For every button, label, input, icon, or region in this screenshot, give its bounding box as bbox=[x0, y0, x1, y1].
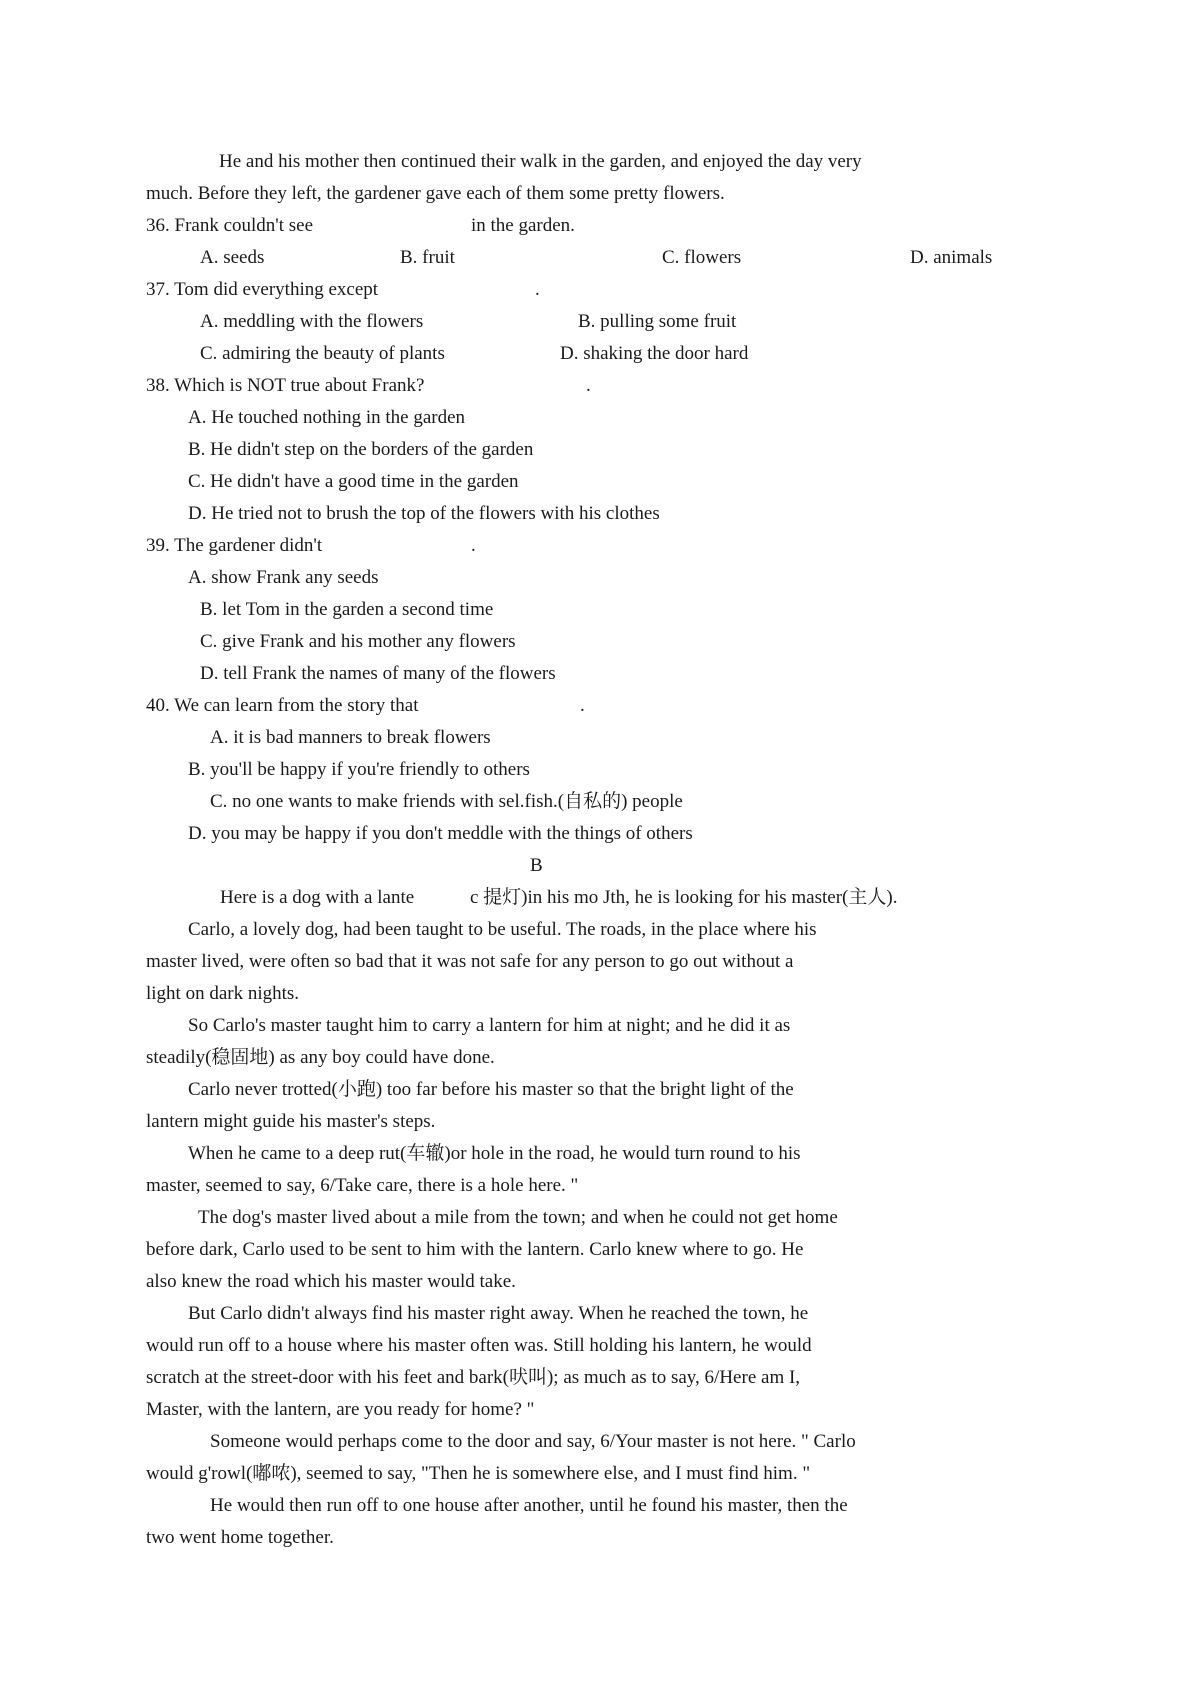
question-36-option-a: A. seeds bbox=[200, 247, 265, 268]
passage-line: Carlo never trotted(小跑) too far before his master so that the bright light of the bbox=[188, 1079, 794, 1100]
question-39-option-d: D. tell Frank the names of many of the flowers bbox=[200, 663, 556, 684]
passage-line: But Carlo didn't always find his master right away. When he reached the town, he bbox=[188, 1303, 809, 1324]
question-40-stem-end: . bbox=[580, 695, 585, 716]
question-39-stem-end: . bbox=[471, 535, 476, 556]
question-38-option-b: B. He didn't step on the borders of the garden bbox=[188, 439, 534, 460]
section-b-intro-start: Here is a dog with a lante bbox=[220, 887, 415, 908]
question-37-option-b: B. pulling some fruit bbox=[578, 311, 737, 332]
question-40-option-c: C. no one wants to make friends with sel.fish.(自私的) people bbox=[210, 791, 683, 812]
question-36-option-c: C. flowers bbox=[662, 247, 742, 268]
question-40-option-d: D. you may be happy if you don't meddle with the things of others bbox=[188, 823, 693, 844]
passage-line: steadily(稳固地) as any boy could have done. bbox=[146, 1047, 495, 1068]
passage-line: would g'rowl(嘟哝), seemed to say, "Then he is somewhere else, and I must find him. " bbox=[146, 1463, 811, 1484]
passage-line: Carlo, a lovely dog, had been taught to be useful. The roads, in the place where his bbox=[188, 919, 817, 940]
question-37-option-d: D. shaking the door hard bbox=[560, 343, 749, 364]
question-39-option-c: C. give Frank and his mother any flowers bbox=[200, 631, 516, 652]
passage-line: The dog's master lived about a mile from the town; and when he could not get home bbox=[198, 1207, 838, 1228]
passage-line: light on dark nights. bbox=[146, 983, 300, 1004]
passage-line: He and his mother then continued their walk in the garden, and enjoyed the day very bbox=[219, 151, 862, 172]
passage-line: master, seemed to say, 6/Take care, there is a hole here. " bbox=[146, 1175, 579, 1196]
section-b-intro-end: c 提灯)in his mo Jth, he is looking for his master(主人). bbox=[470, 887, 898, 908]
question-38-option-c: C. He didn't have a good time in the garden bbox=[188, 471, 519, 492]
question-38-stem-end: . bbox=[586, 375, 591, 396]
question-40-stem: 40. We can learn from the story that bbox=[146, 695, 419, 716]
question-36-option-d: D. animals bbox=[910, 247, 993, 268]
passage-line: Someone would perhaps come to the door and say, 6/Your master is not here. " Carlo bbox=[210, 1431, 856, 1452]
passage-line: lantern might guide his master's steps. bbox=[146, 1111, 436, 1132]
question-40-option-b: B. you'll be happy if you're friendly to others bbox=[188, 759, 530, 780]
passage-line: before dark, Carlo used to be sent to him with the lantern. Carlo knew where to go. He bbox=[146, 1239, 804, 1260]
question-38-option-a: A. He touched nothing in the garden bbox=[188, 407, 466, 428]
question-37-stem-end: . bbox=[535, 279, 540, 300]
question-36-stem: 36. Frank couldn't see bbox=[146, 215, 314, 236]
question-40-option-a: A. it is bad manners to break flowers bbox=[210, 727, 491, 748]
passage-line: much. Before they left, the gardener gave each of them some pretty flowers. bbox=[146, 183, 725, 204]
passage-line: would run off to a house where his master often was. Still holding his lantern, he would bbox=[146, 1335, 812, 1356]
passage-line: master lived, were often so bad that it was not safe for any person to go out without a bbox=[146, 951, 794, 972]
passage-line: also knew the road which his master would take. bbox=[146, 1271, 516, 1292]
question-38-stem: 38. Which is NOT true about Frank? bbox=[146, 375, 425, 396]
question-37-option-c: C. admiring the beauty of plants bbox=[200, 343, 445, 364]
question-36-stem-end: in the garden. bbox=[471, 215, 575, 236]
question-39-stem: 39. The gardener didn't bbox=[146, 535, 323, 556]
question-36-option-b: B. fruit bbox=[400, 247, 455, 268]
passage-line: When he came to a deep rut(车辙)or hole in the road, he would turn round to his bbox=[188, 1143, 801, 1164]
passage-line: scratch at the street-door with his feet and bark(吠叫); as much as to say, 6/Here am I, bbox=[146, 1367, 801, 1388]
question-39-option-b: B. let Tom in the garden a second time bbox=[200, 599, 494, 620]
question-37-option-a: A. meddling with the flowers bbox=[200, 311, 424, 332]
question-39-option-a: A. show Frank any seeds bbox=[188, 567, 379, 588]
passage-line: Master, with the lantern, are you ready for home? " bbox=[146, 1399, 535, 1420]
passage-line: He would then run off to one house after another, until he found his master, then the bbox=[210, 1495, 848, 1516]
passage-line: two went home together. bbox=[146, 1527, 334, 1548]
section-b-heading: B bbox=[530, 855, 543, 876]
question-38-option-d: D. He tried not to brush the top of the flowers with his clothes bbox=[188, 503, 660, 524]
question-37-stem: 37. Tom did everything except bbox=[146, 279, 379, 300]
passage-line: So Carlo's master taught him to carry a lantern for him at night; and he did it as bbox=[188, 1015, 791, 1036]
